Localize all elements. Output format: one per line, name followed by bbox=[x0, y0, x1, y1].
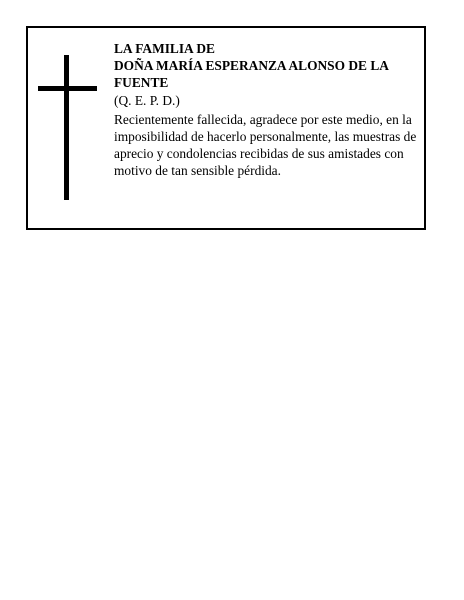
cross-horizontal-bar bbox=[38, 86, 97, 91]
cross-icon bbox=[38, 55, 98, 200]
notice-text bbox=[114, 40, 422, 179]
qepd-line: (Q. E. P. D.) bbox=[114, 93, 180, 108]
heading-deceased-name: DOÑA MARÍA ESPERANZA ALONSO DE LA FUENTE bbox=[114, 58, 389, 90]
heading-family: LA FAMILIA DE bbox=[114, 41, 215, 56]
obituary-notice bbox=[26, 26, 426, 230]
notice-body: Recientemente fallecida, agradece por este medio, en la imposibilidad de hacerlo personalmente, las muestras de aprecio y condolencias recibidas de sus amistades con motivo de tan sensible pérdida. bbox=[114, 112, 417, 178]
cross-vertical-bar bbox=[64, 55, 69, 200]
